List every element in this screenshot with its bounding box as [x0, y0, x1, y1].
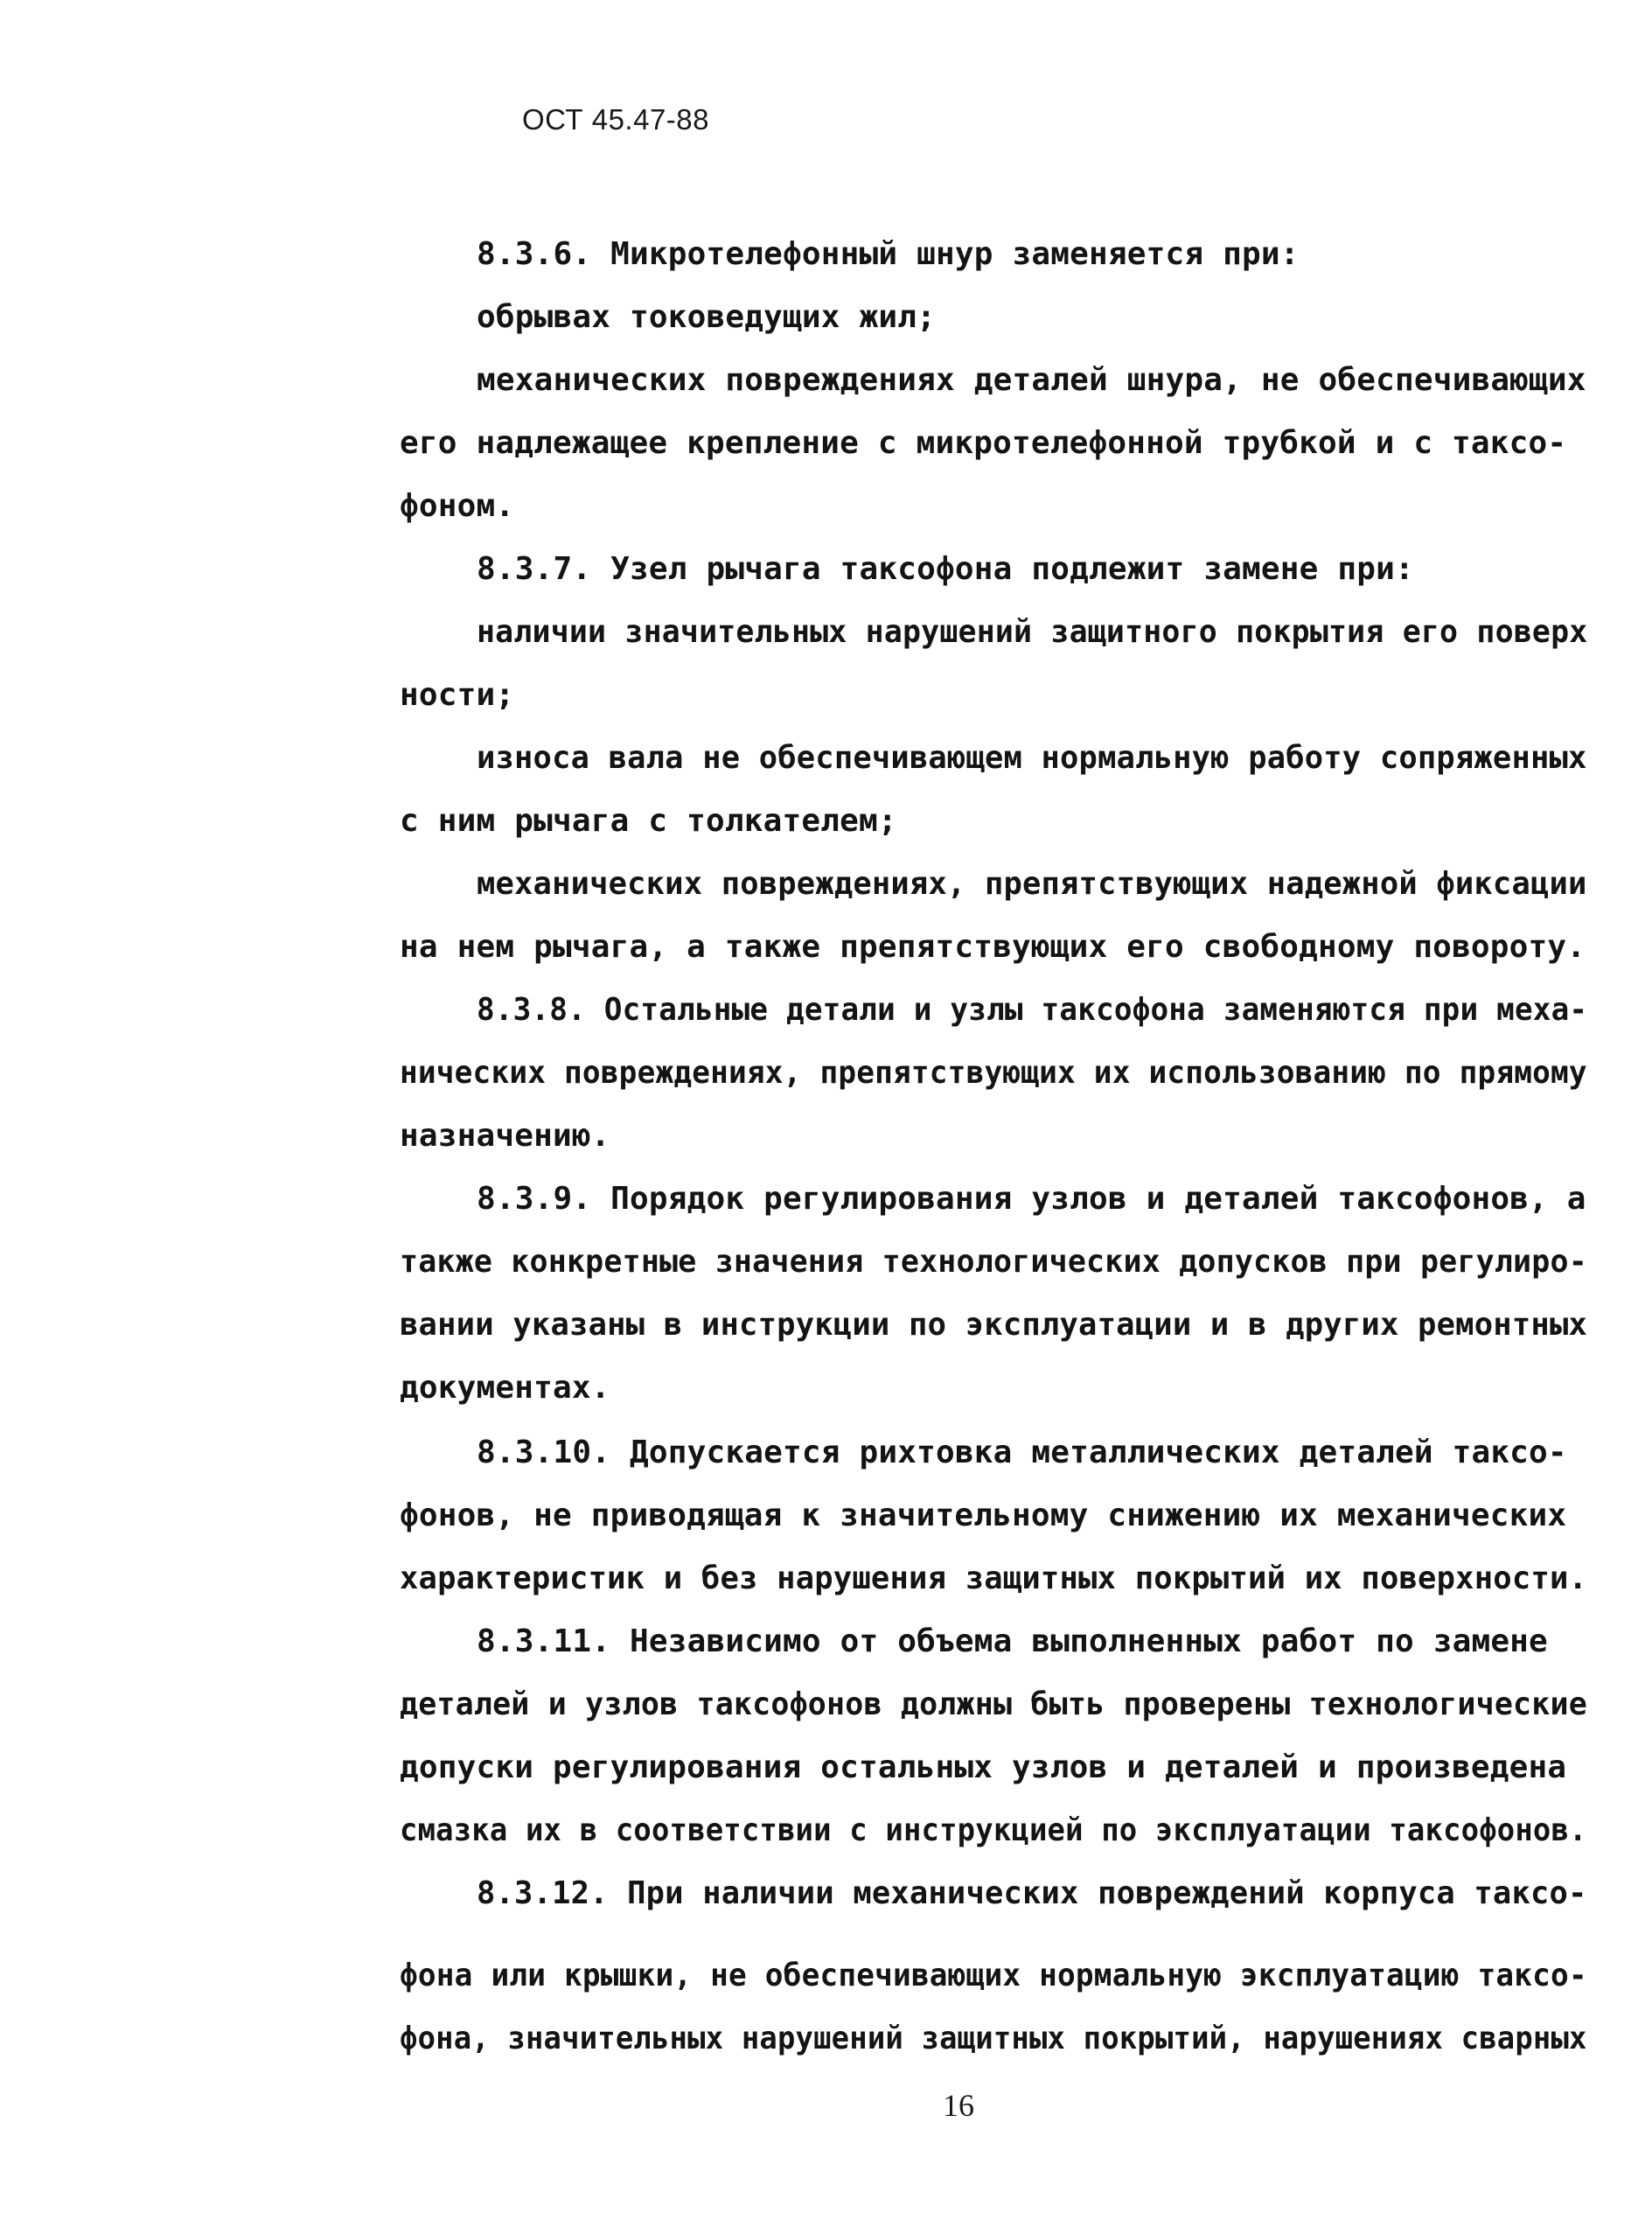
text-line: также конкретные значения технологических допусков при регулиро-	[400, 1244, 1587, 1280]
text-line: 8.3.12. При наличии механических повреждений корпуса таксо-	[477, 1875, 1587, 1911]
text-line: смазка их в соответствии с инструкцией по эксплуатации таксофонов.	[400, 1812, 1587, 1848]
text-line: механических повреждениях, препятствующих надежной фиксации	[477, 866, 1587, 902]
text-line: документах.	[400, 1370, 610, 1406]
text-line: износа вала не обеспечивающем нормальную работу сопряженных	[477, 740, 1587, 776]
document-header: ОСТ 45.47-88	[522, 103, 710, 136]
text-line: фонов, не приводящая к значительному снижению их механических	[400, 1497, 1567, 1533]
text-line: 8.3.8. Остальные детали и узлы таксофона заменяются при меха-	[477, 992, 1588, 1028]
text-line: 8.3.6. Микротелефонный шнур заменяется при:	[477, 236, 1300, 272]
text-line: характеристик и без нарушения защитных покрытий их поверхности.	[400, 1560, 1588, 1596]
text-line: наличии значительных нарушений защитного покрытия его поверх	[477, 614, 1588, 650]
text-line: его надлежащее крепление с микротелефонной трубкой и с таксо-	[400, 425, 1567, 461]
text-line: 8.3.7. Узел рычага таксофона подлежит замене при:	[477, 551, 1414, 587]
text-line: фона, значительных нарушений защитных покрытий, нарушениях сварных	[400, 2021, 1587, 2056]
text-line: 8.3.10. Допускается рихтовка металлических деталей таксо-	[477, 1435, 1567, 1470]
text-line: обрывах токоведущих жил;	[477, 299, 936, 335]
text-line: на нем рычага, а также препятствующих его свободному повороту.	[400, 929, 1586, 965]
text-line: деталей и узлов таксофонов должны быть проверены технологические	[400, 1686, 1587, 1722]
page-number: 16	[943, 2088, 974, 2123]
text-line: допуски регулирования остальных узлов и деталей и произведена	[400, 1749, 1567, 1785]
text-line: фона или крышки, не обеспечивающих нормальную эксплуатацию таксо-	[400, 1958, 1587, 1993]
text-line: вании указаны в инструкции по эксплуатации и в других ремонтных	[400, 1307, 1588, 1343]
text-line: механических повреждениях деталей шнура, не обеспечивающих	[477, 362, 1586, 398]
text-line: с ним рычага с толкателем;	[400, 803, 897, 839]
text-line: 8.3.11. Независимо от объема выполненных работ по замене	[477, 1623, 1548, 1659]
text-line: ности;	[400, 677, 515, 713]
text-line: нических повреждениях, препятствующих их использованию по прямому	[400, 1055, 1587, 1091]
text-line: назначению.	[400, 1118, 610, 1154]
text-line: фоном.	[400, 488, 515, 524]
text-line: 8.3.9. Порядок регулирования узлов и деталей таксофонов, а	[477, 1181, 1586, 1217]
